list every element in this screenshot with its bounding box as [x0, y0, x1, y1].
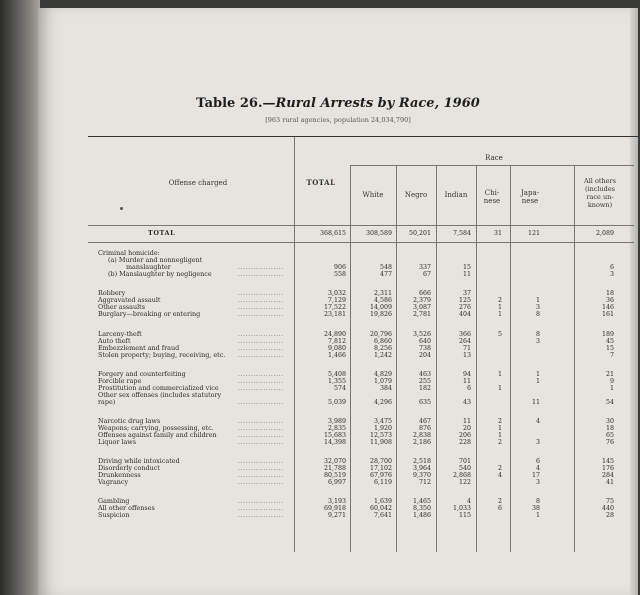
cell-negro: 712 — [418, 479, 431, 486]
cell-white: 384 — [379, 385, 392, 392]
cell-indian: 11 — [462, 378, 471, 385]
cell-white: 6,119 — [373, 479, 392, 486]
cell-chinese: 5 — [497, 331, 502, 338]
cell-chinese: 1 — [497, 385, 502, 392]
row-label: (a) Murder and nonnegligent — [108, 256, 203, 264]
cell-others: 15 — [605, 345, 614, 352]
cell-total: 1,355 — [327, 378, 346, 385]
cell-japanese: 11 — [531, 399, 540, 406]
cell-negro: 738 — [418, 345, 431, 352]
cell-white: 1,639 — [373, 498, 392, 505]
row-label: Disorderly conduct — [98, 464, 160, 472]
cell-others: 21 — [605, 371, 614, 378]
cell-negro: 50,201 — [408, 230, 431, 237]
cell-japanese: 38 — [531, 505, 540, 512]
col-divider-white — [350, 165, 351, 552]
leader-dots: .................. — [238, 479, 284, 486]
cell-others: 9 — [609, 378, 614, 385]
cell-chinese: 31 — [493, 230, 502, 237]
cell-white: 6,860 — [373, 338, 392, 345]
cell-chinese: 2 — [497, 465, 502, 472]
cell-total: 17,522 — [323, 304, 346, 311]
cell-total: 1,466 — [327, 352, 346, 359]
leader-dots: .................. — [238, 399, 284, 406]
cell-white: 1,079 — [373, 378, 392, 385]
cell-chinese: 6 — [497, 505, 502, 512]
cell-total: 906 — [333, 264, 346, 271]
leader-dots: .................. — [238, 465, 284, 472]
cell-total: 9,080 — [327, 345, 346, 352]
row-label: Forcible rape — [98, 377, 142, 385]
leader-dots: .................. — [238, 304, 284, 311]
cell-indian: 11 — [462, 271, 471, 278]
document-page — [38, 8, 638, 595]
cell-japanese: 6 — [535, 458, 540, 465]
header-offense: Offense charged — [168, 179, 228, 187]
cell-japanese: 8 — [535, 311, 540, 318]
cell-indian: 366 — [458, 331, 471, 338]
leader-dots: .................. — [238, 505, 284, 512]
cell-japanese: 3 — [535, 439, 540, 446]
cell-others: 76 — [605, 439, 614, 446]
leader-dots: .................. — [238, 385, 284, 392]
row-label: Offenses against family and children — [98, 431, 217, 439]
row-label: Criminal homicide: — [98, 249, 160, 257]
row-label: TOTAL — [148, 229, 176, 237]
cell-negro: 463 — [418, 371, 431, 378]
col-divider-chinese — [476, 165, 477, 552]
row-label: Forgery and counterfeiting — [98, 370, 186, 378]
row-label: rape) — [98, 398, 116, 406]
cell-indian: 13 — [462, 352, 471, 359]
cell-indian: 71 — [462, 345, 471, 352]
cell-indian: 206 — [458, 432, 471, 439]
row-label: Other assaults — [98, 303, 145, 311]
row-label: Stolen property; buying, receiving, etc. — [98, 351, 226, 359]
leader-dots: .................. — [238, 345, 284, 352]
cell-negro: 2,838 — [412, 432, 431, 439]
cell-indian: 94 — [462, 371, 471, 378]
cell-total: 7,129 — [327, 297, 346, 304]
cell-total: 15,683 — [323, 432, 346, 439]
leader-dots: .................. — [238, 297, 284, 304]
row-label: Suspicion — [98, 511, 130, 519]
cell-negro: 204 — [418, 352, 431, 359]
cell-others: 440 — [601, 505, 614, 512]
cell-negro: 3,087 — [412, 304, 431, 311]
cell-total: 5,408 — [327, 371, 346, 378]
row-label: Aggravated assault — [98, 296, 161, 304]
header-race: Race — [485, 154, 503, 162]
leader-dots: .................. — [238, 512, 284, 519]
cell-indian: 228 — [458, 439, 471, 446]
cell-total: 3,193 — [327, 498, 346, 505]
row-label: Gambling — [98, 497, 130, 505]
cell-total: 2,835 — [327, 425, 346, 432]
cell-indian: 1,033 — [452, 505, 471, 512]
cell-others: 30 — [605, 418, 614, 425]
leader-dots: .................. — [238, 352, 284, 359]
leader-dots: .................. — [238, 378, 284, 385]
cell-total: 6,997 — [327, 479, 346, 486]
cell-chinese: 2 — [497, 297, 502, 304]
cell-japanese: 1 — [535, 378, 540, 385]
cell-indian: 43 — [462, 399, 471, 406]
cell-total: 368,615 — [319, 230, 346, 237]
row-label: Vagrancy — [98, 478, 129, 486]
leader-dots: .................. — [238, 264, 284, 271]
cell-white: 67,976 — [369, 472, 392, 479]
cell-indian: 701 — [458, 458, 471, 465]
cell-indian: 125 — [458, 297, 471, 304]
cell-indian: 7,584 — [452, 230, 471, 237]
cell-japanese: 1 — [535, 297, 540, 304]
cell-chinese: 4 — [497, 472, 502, 479]
row-label: Narcotic drug laws — [98, 417, 161, 425]
cell-others: 18 — [605, 425, 614, 432]
header-negro: Negro — [404, 191, 428, 199]
cell-total: 23,181 — [323, 311, 346, 318]
cell-total: 80,519 — [323, 472, 346, 479]
cell-indian: 37 — [462, 290, 471, 297]
cell-total: 5,039 — [327, 399, 346, 406]
cell-white: 4,586 — [373, 297, 392, 304]
cell-negro: 182 — [418, 385, 431, 392]
cell-white: 8,256 — [373, 345, 392, 352]
cell-chinese: 1 — [497, 425, 502, 432]
cell-negro: 2,186 — [412, 439, 431, 446]
leader-dots: .................. — [238, 425, 284, 432]
header-chinese: Chi-nese — [483, 189, 501, 205]
cell-others: 1 — [609, 385, 614, 392]
cell-white: 1,920 — [373, 425, 392, 432]
header-others: All others (includes race un-known) — [584, 177, 616, 209]
cell-negro: 876 — [418, 425, 431, 432]
leader-dots: .................. — [238, 439, 284, 446]
cell-indian: 20 — [462, 425, 471, 432]
row-label: Embezzlement and fraud — [98, 344, 180, 352]
cell-japanese: 4 — [535, 418, 540, 425]
header-rule — [88, 225, 634, 226]
cell-others: 41 — [605, 479, 614, 486]
leader-dots: .................. — [238, 418, 284, 425]
cell-negro: 3,964 — [412, 465, 431, 472]
col-divider-japanese — [510, 165, 511, 552]
cell-total: 7,812 — [327, 338, 346, 345]
cell-japanese: 3 — [535, 338, 540, 345]
cell-japanese: 1 — [535, 512, 540, 519]
cell-total: 14,398 — [323, 439, 346, 446]
cell-others: 146 — [601, 304, 614, 311]
row-label: Prostitution and commercialized vice — [98, 384, 219, 392]
cell-chinese: 2 — [497, 498, 502, 505]
cell-total: 3,989 — [327, 418, 346, 425]
cell-others: 7 — [609, 352, 614, 359]
cell-negro: 640 — [418, 338, 431, 345]
header-japanese: Japa-nese — [521, 189, 539, 205]
cell-white: 308,589 — [365, 230, 392, 237]
row-label: Drunkenness — [98, 471, 141, 479]
total-rule — [88, 242, 634, 243]
cell-white: 2,311 — [373, 290, 392, 297]
cell-negro: 666 — [418, 290, 431, 297]
cell-japanese: 8 — [535, 331, 540, 338]
ink-dot — [120, 207, 123, 210]
cell-indian: 4 — [466, 498, 471, 505]
title-prefix: Table 26.— — [196, 96, 276, 111]
row-label: Weapons; carrying, possessing, etc. — [98, 424, 214, 432]
cell-others: 6 — [609, 264, 614, 271]
cell-indian: 264 — [458, 338, 471, 345]
leader-dots: .................. — [238, 371, 284, 378]
leader-dots: .................. — [238, 432, 284, 439]
cell-others: 65 — [605, 432, 614, 439]
cell-white: 1,242 — [373, 352, 392, 359]
cell-white: 4,829 — [373, 371, 392, 378]
race-header-rule — [350, 165, 634, 166]
leader-dots: .................. — [238, 311, 284, 318]
row-label: manslaughter — [126, 263, 171, 271]
row-label: Other sex offenses (includes statutory — [98, 391, 222, 399]
cell-indian: 6 — [466, 385, 471, 392]
cell-white: 3,475 — [373, 418, 392, 425]
cell-indian: 2,868 — [452, 472, 471, 479]
cell-others: 36 — [605, 297, 614, 304]
leader-dots: .................. — [238, 458, 284, 465]
cell-indian: 540 — [458, 465, 471, 472]
cell-others: 28 — [605, 512, 614, 519]
book-spine-shadow — [0, 0, 40, 595]
cell-negro: 635 — [418, 399, 431, 406]
cell-total: 21,788 — [323, 465, 346, 472]
cell-japanese: 4 — [535, 465, 540, 472]
cell-negro: 1,465 — [412, 498, 431, 505]
cell-indian: 404 — [458, 311, 471, 318]
row-label: Liquor laws — [98, 438, 137, 446]
cell-white: 60,042 — [369, 505, 392, 512]
cell-indian: 15 — [462, 264, 471, 271]
table-subtitle: [963 rural agencies, population 24,034,790] — [265, 116, 411, 124]
cell-others: 54 — [605, 399, 614, 406]
row-label: Driving while intoxicated — [98, 457, 180, 465]
row-label: Auto theft — [98, 337, 131, 345]
cell-indian: 11 — [462, 418, 471, 425]
header-indian: Indian — [444, 191, 468, 199]
cell-negro: 9,370 — [412, 472, 431, 479]
cell-chinese: 1 — [497, 371, 502, 378]
row-label: (b) Manslaughter by negligence — [108, 270, 212, 278]
cell-negro: 255 — [418, 378, 431, 385]
cell-total: 24,890 — [323, 331, 346, 338]
cell-negro: 3,526 — [412, 331, 431, 338]
cell-others: 161 — [601, 311, 614, 318]
header-white: White — [362, 191, 384, 199]
cell-white: 7,641 — [373, 512, 392, 519]
cell-negro: 2,518 — [412, 458, 431, 465]
col-divider-total — [294, 137, 295, 552]
row-label: All other offenses — [98, 504, 155, 512]
cell-negro: 467 — [418, 418, 431, 425]
cell-others: 2,089 — [595, 230, 614, 237]
cell-chinese: 1 — [497, 304, 502, 311]
cell-japanese: 8 — [535, 498, 540, 505]
cell-chinese: 2 — [497, 418, 502, 425]
cell-white: 477 — [379, 271, 392, 278]
cell-white: 28,700 — [369, 458, 392, 465]
cell-japanese: 3 — [535, 304, 540, 311]
cell-others: 18 — [605, 290, 614, 297]
title-text: Rural Arrests by Race, 1960 — [275, 96, 480, 111]
leader-dots: .................. — [238, 271, 284, 278]
cell-white: 19,826 — [369, 311, 392, 318]
cell-white: 548 — [379, 264, 392, 271]
row-label: Larceny-theft — [98, 330, 142, 338]
cell-others: 145 — [601, 458, 614, 465]
cell-white: 20,796 — [369, 331, 392, 338]
cell-indian: 122 — [458, 479, 471, 486]
cell-chinese: 2 — [497, 439, 502, 446]
leader-dots: .................. — [238, 338, 284, 345]
cell-negro: 1,486 — [412, 512, 431, 519]
cell-white: 17,102 — [369, 465, 392, 472]
cell-total: 9,271 — [327, 512, 346, 519]
cell-japanese: 3 — [535, 479, 540, 486]
cell-japanese: 121 — [527, 230, 540, 237]
cell-white: 11,908 — [369, 439, 392, 446]
leader-dots: .................. — [238, 290, 284, 297]
leader-dots: .................. — [238, 472, 284, 479]
cell-negro: 337 — [418, 264, 431, 271]
header-total: TOTAL — [306, 178, 336, 187]
cell-others: 75 — [605, 498, 614, 505]
row-label: Robbery — [98, 289, 126, 297]
cell-others: 284 — [601, 472, 614, 479]
cell-white: 4,296 — [373, 399, 392, 406]
cell-white: 14,009 — [369, 304, 392, 311]
cell-chinese: 1 — [497, 311, 502, 318]
leader-dots: .................. — [238, 498, 284, 505]
row-label: Burglary—breaking or entering — [98, 310, 201, 318]
cell-others: 3 — [609, 271, 614, 278]
cell-indian: 115 — [458, 512, 471, 519]
cell-chinese: 1 — [497, 432, 502, 439]
cell-negro: 2,781 — [412, 311, 431, 318]
leader-dots: .................. — [238, 331, 284, 338]
cell-total: 574 — [333, 385, 346, 392]
cell-negro: 8,350 — [412, 505, 431, 512]
arrests-table — [88, 136, 638, 595]
cell-indian: 276 — [458, 304, 471, 311]
cell-japanese: 17 — [531, 472, 540, 479]
cell-total: 32,070 — [323, 458, 346, 465]
cell-white: 12,573 — [369, 432, 392, 439]
cell-total: 69,918 — [323, 505, 346, 512]
cell-others: 176 — [601, 465, 614, 472]
cell-others: 45 — [605, 338, 614, 345]
cell-japanese: 1 — [535, 371, 540, 378]
cell-total: 558 — [333, 271, 346, 278]
cell-others: 189 — [601, 331, 614, 338]
cell-total: 3,032 — [327, 290, 346, 297]
cell-negro: 2,379 — [412, 297, 431, 304]
table-title — [188, 96, 488, 111]
cell-negro: 67 — [422, 271, 431, 278]
